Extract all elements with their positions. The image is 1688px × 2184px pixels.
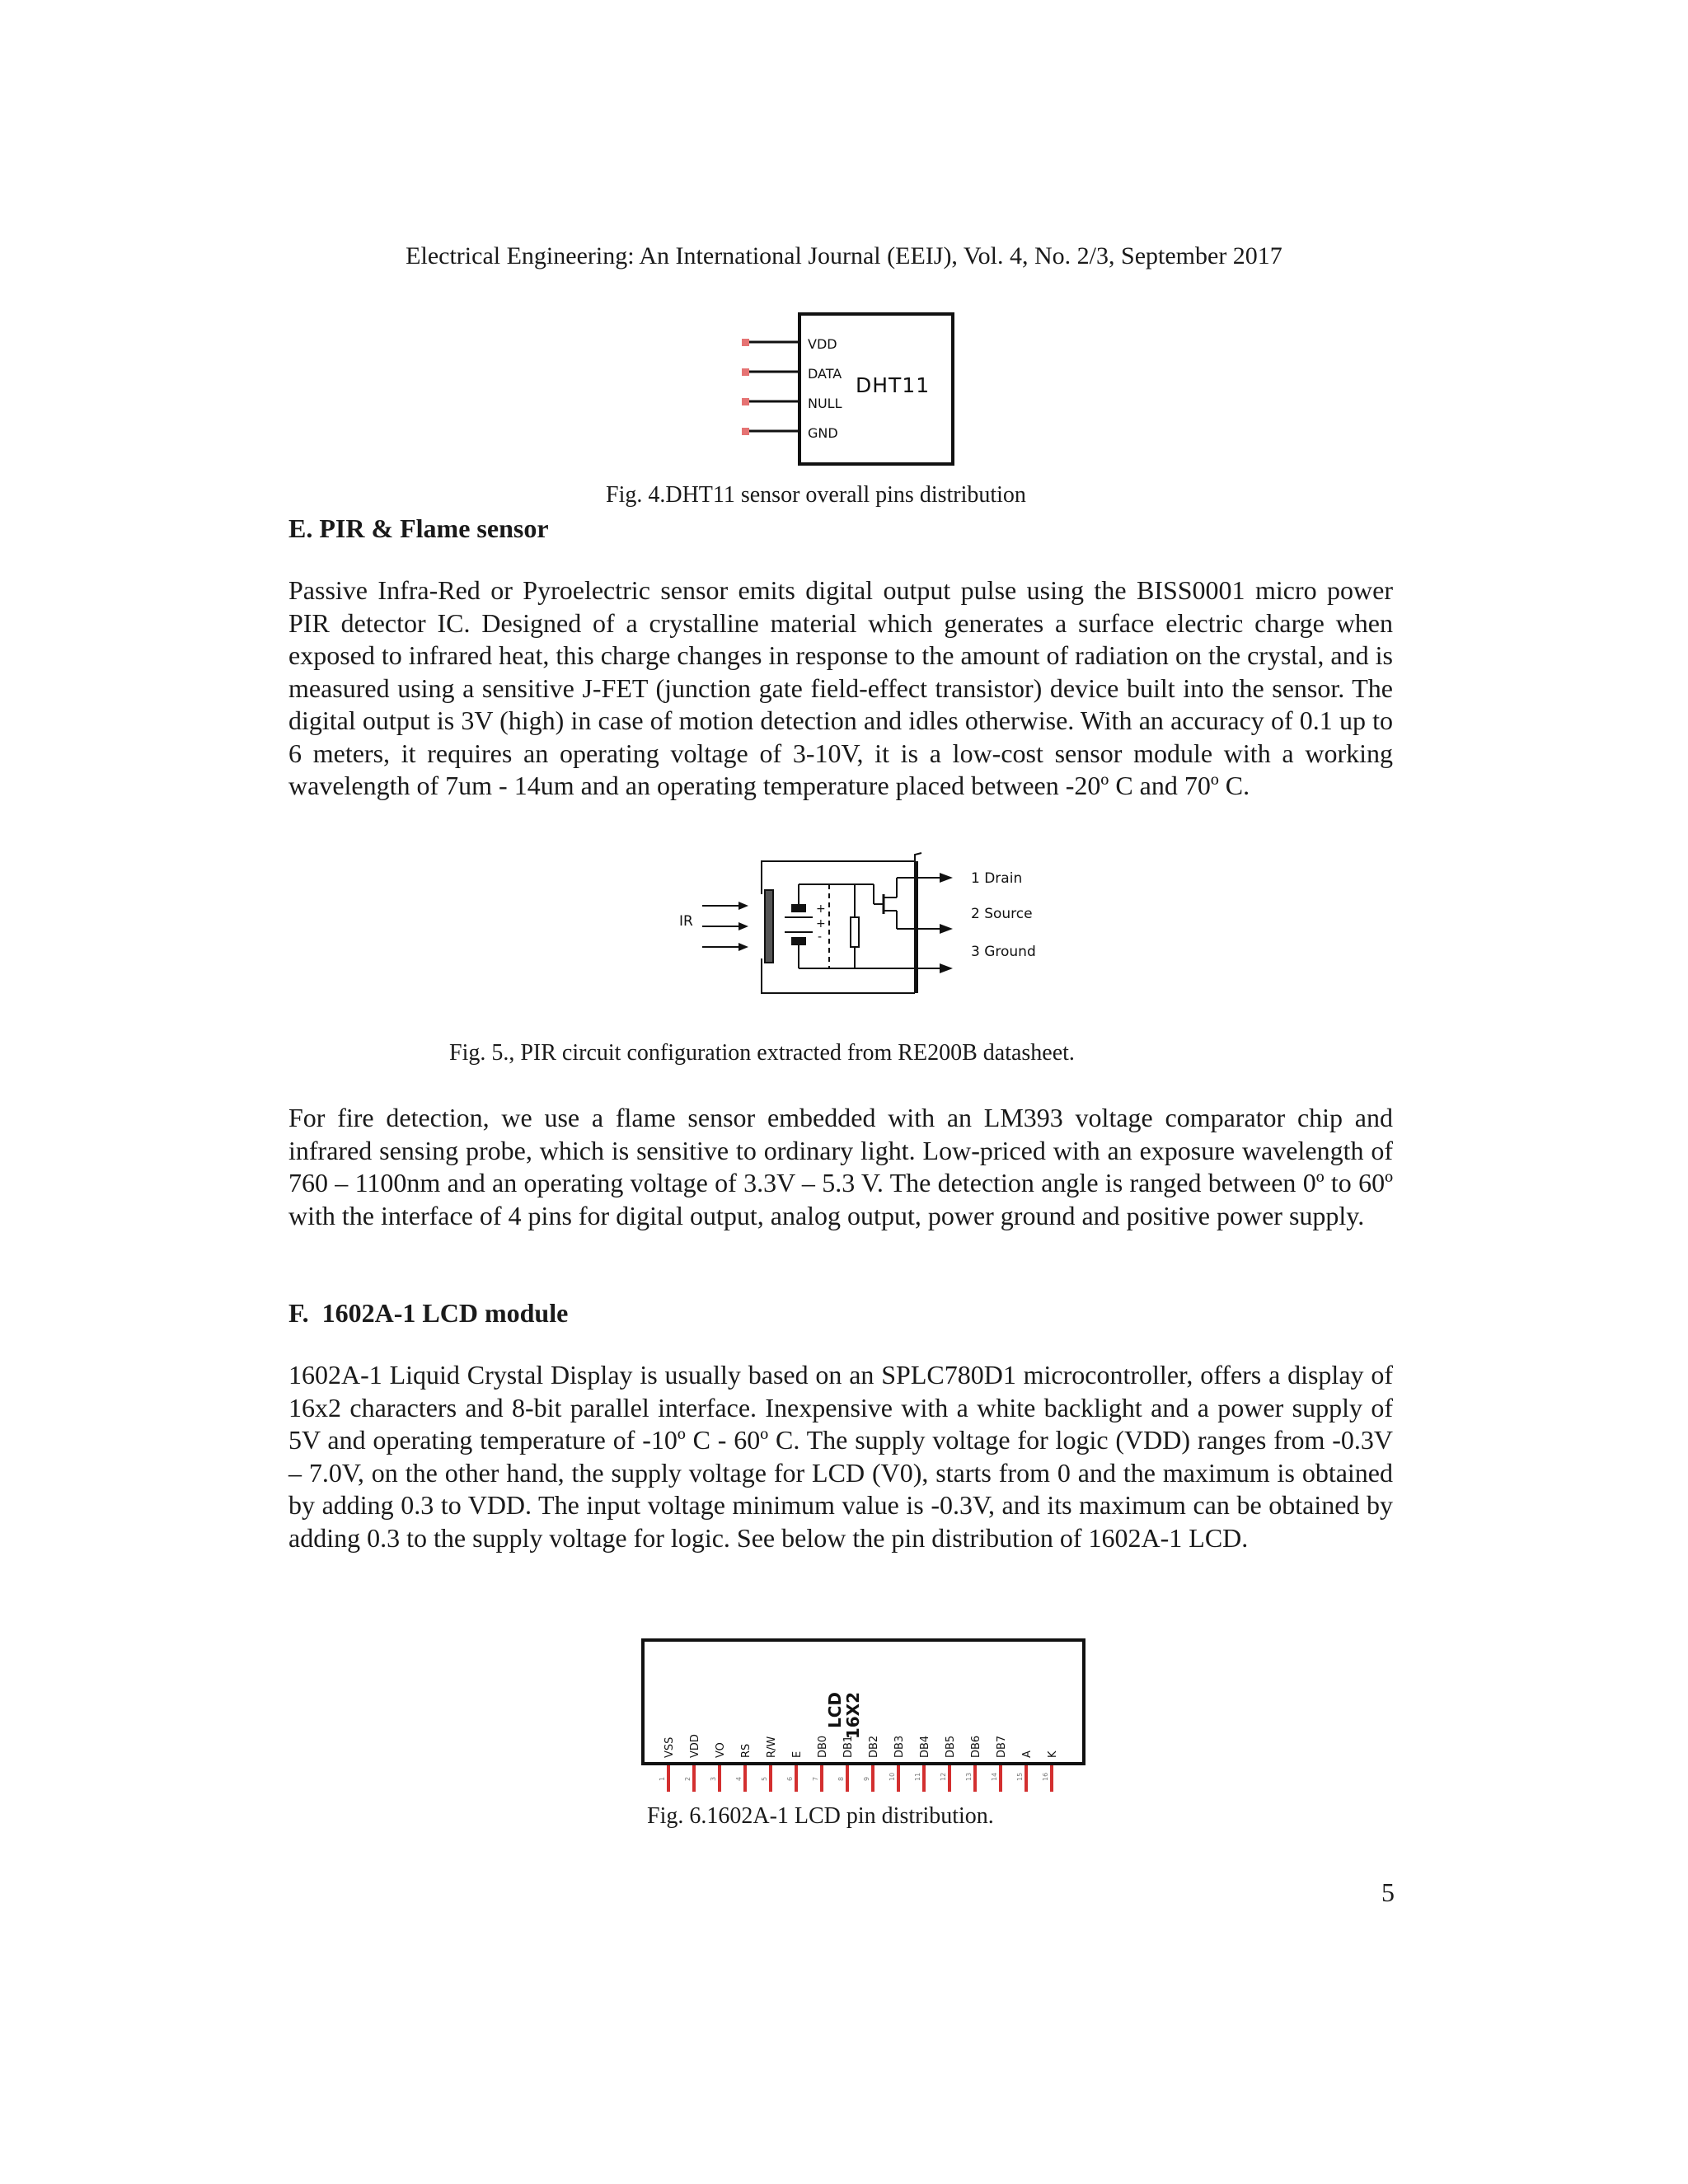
fig6-pin-lead (871, 1765, 874, 1792)
fig6-pin-lead (743, 1765, 747, 1792)
fig6-pin-lead (1025, 1765, 1028, 1792)
fig6-lcd-diagram (639, 1636, 1092, 1793)
fig6-pin-label: A (1021, 1750, 1034, 1758)
fig6-pin-label: RS (740, 1743, 753, 1758)
fig4-caption: Fig. 4.DHT11 sensor overall pins distribution (606, 482, 1026, 508)
svg-text:+: + (816, 917, 826, 930)
fig4-chip-label: DHT11 (856, 373, 931, 397)
fig6-pin-label: DB7 (996, 1735, 1008, 1758)
fig6-caption: Fig. 6.1602A-1 LCD pin distribution. (647, 1803, 994, 1829)
section-f-heading: F. 1602A-1 LCD module (288, 1298, 569, 1328)
fig6-pin-label: VO (715, 1742, 727, 1758)
fig6-pin-lead (999, 1765, 1002, 1792)
fig6-pin-lead (820, 1765, 823, 1792)
fig6-pin-number: 8 (837, 1776, 845, 1781)
fig4-pin-label: NULL (808, 396, 842, 411)
fig6-pin-label: DB2 (868, 1735, 880, 1758)
svg-text:+: + (816, 902, 826, 916)
fig6-pin-4 (735, 1744, 753, 1792)
fig4-pin-2 (742, 366, 842, 382)
fig6-pin-label: DB1 (842, 1735, 855, 1758)
fig6-pin-number: 13 (965, 1772, 973, 1781)
fig4-pin-4 (742, 425, 838, 441)
fig6-pin-lead (846, 1765, 849, 1792)
fig6-pin-16 (1042, 1750, 1059, 1792)
fig6-pin-number: 7 (812, 1776, 819, 1781)
fig6-pin-number: 15 (1016, 1772, 1024, 1781)
fig6-pin-label: DB4 (919, 1735, 931, 1758)
fig6-pin-label: K (1047, 1750, 1059, 1758)
fig6-pin-3 (710, 1742, 727, 1792)
fig6-pin-number: 4 (735, 1776, 743, 1781)
fig4-dht11-diagram (734, 309, 964, 470)
section-f-paragraph: 1602A-1 Liquid Crystal Display is usually based on an SPLC780D1 microcontroller, offers a display of 16x2 characters and 8-bit parallel interface. Inexpensive with a white backlight and a power supply of 5V and operating temperature of -10º C - 60º C. The supply voltage for logic (VDD) ranges from -0.3V – 7.0V, on the other hand, the supply voltage for LCD (V0), starts from 0 and the maximum is obtained by adding 0.3 to VDD. The input voltage minimum value is -0.3V, and its maximum can be obtained by adding 0.3 to the supply voltage for logic. See below the pin distribution of 1602A-1 LCD. (288, 1360, 1393, 1553)
fig4-pin-label: VDD (808, 336, 837, 352)
fig6-pin-number: 10 (889, 1772, 896, 1781)
fig5-output-source: 2 Source (971, 906, 1033, 922)
fig6-pin-label: DB3 (893, 1735, 906, 1758)
fig6-pin-label: R/W (766, 1736, 778, 1758)
fig6-pin-number: 9 (863, 1776, 870, 1781)
fig6-pin-lead (795, 1765, 798, 1792)
fig6-pin-label: DB6 (970, 1735, 982, 1758)
fig6-pin-number: 6 (786, 1776, 794, 1781)
fig6-pin-lead (1050, 1765, 1053, 1792)
fig6-pin-number: 5 (761, 1776, 768, 1781)
svg-text:-: - (818, 930, 823, 944)
fig6-pin-lead (897, 1765, 900, 1792)
fig6-pin-number: 11 (914, 1772, 921, 1781)
fig4-pin-1 (742, 336, 837, 352)
fig4-pin-label: DATA (808, 366, 842, 382)
fig6-pin-lead (973, 1765, 977, 1792)
fig6-pin-15 (1016, 1750, 1034, 1792)
fig5-pir-circuit (668, 845, 1055, 1005)
fig6-pin-number: 3 (710, 1776, 717, 1781)
fig6-pin-number: 12 (940, 1772, 947, 1781)
fig6-pin-number: 16 (1042, 1772, 1049, 1781)
fig6-pin-lead (692, 1765, 696, 1792)
running-header: Electrical Engineering: An International Journal (EEIJ), Vol. 4, No. 2/3, September 2017 (406, 242, 1282, 269)
fig6-pin-number: 14 (991, 1772, 998, 1781)
fig6-pin-label: DB5 (945, 1735, 957, 1758)
fig6-pin-lead (667, 1765, 670, 1792)
fig5-caption: Fig. 5., PIR circuit configuration extracted from RE200B datasheet. (449, 1040, 1075, 1066)
section-e-paragraph: Passive Infra-Red or Pyroelectric sensor emits digital output pulse using the BISS0001 micro power PIR detector IC. Designed of a crystalline material which generates a surface electric charge when exposed to infrared heat, this charge changes in response to the amount of radiation on the crystal, and is measured using a sensitive J-FET (junction gate field-effect transistor) device built into the sensor. The digital output is 3V (high) in case of motion detection and idles otherwise. With an accuracy of 0.1 up to 6 meters, it requires an operating voltage of 3-10V, it is a low-cost sensor module with a working wavelength of 7um - 14um and an operating temperature placed between -20º C and 70º C. (288, 575, 1393, 800)
fig6-pin-label: E (791, 1750, 804, 1758)
fig6-title-16x2: 16X2 (843, 1692, 863, 1740)
fig6-pin-label: VSS (663, 1736, 676, 1758)
flame-paragraph: For fire detection, we use a flame sensor embedded with an LM393 voltage comparator chip and infrared sensing probe, which is sensitive to ordinary light. Low-priced with an exposure wavelength of 760 – 1100nm and an operating voltage of 3.3V – 5.3 V. The detection angle is ranged between 0º to 60º with the interface of 4 pins for digital output, analog output, power ground and positive power supply. (288, 1103, 1393, 1230)
fig6-pin-number: 1 (659, 1776, 666, 1781)
section-e-heading: E. PIR & Flame sensor (288, 513, 549, 543)
fig5-ir-label: IR (679, 913, 693, 930)
fig6-pin-lead (718, 1765, 721, 1792)
fig6-pin-label: VDD (689, 1734, 701, 1758)
fig4-pin-3 (742, 396, 842, 411)
fig6-pin-lead (769, 1765, 772, 1792)
fig6-pin-6 (786, 1751, 804, 1792)
fig6-pin-lead (948, 1765, 951, 1792)
fig6-pin-lead (922, 1765, 926, 1792)
fig4-pin-label: GND (808, 425, 838, 441)
fig6-title-lcd: LCD (825, 1692, 845, 1729)
fig5-output-ground: 3 Ground (971, 944, 1036, 960)
fig6-pin-label: DB0 (817, 1735, 829, 1758)
fig5-output-drain: 1 Drain (971, 870, 1023, 887)
page-number: 5 (1381, 1877, 1395, 1907)
fig6-pin-number: 2 (684, 1776, 692, 1781)
